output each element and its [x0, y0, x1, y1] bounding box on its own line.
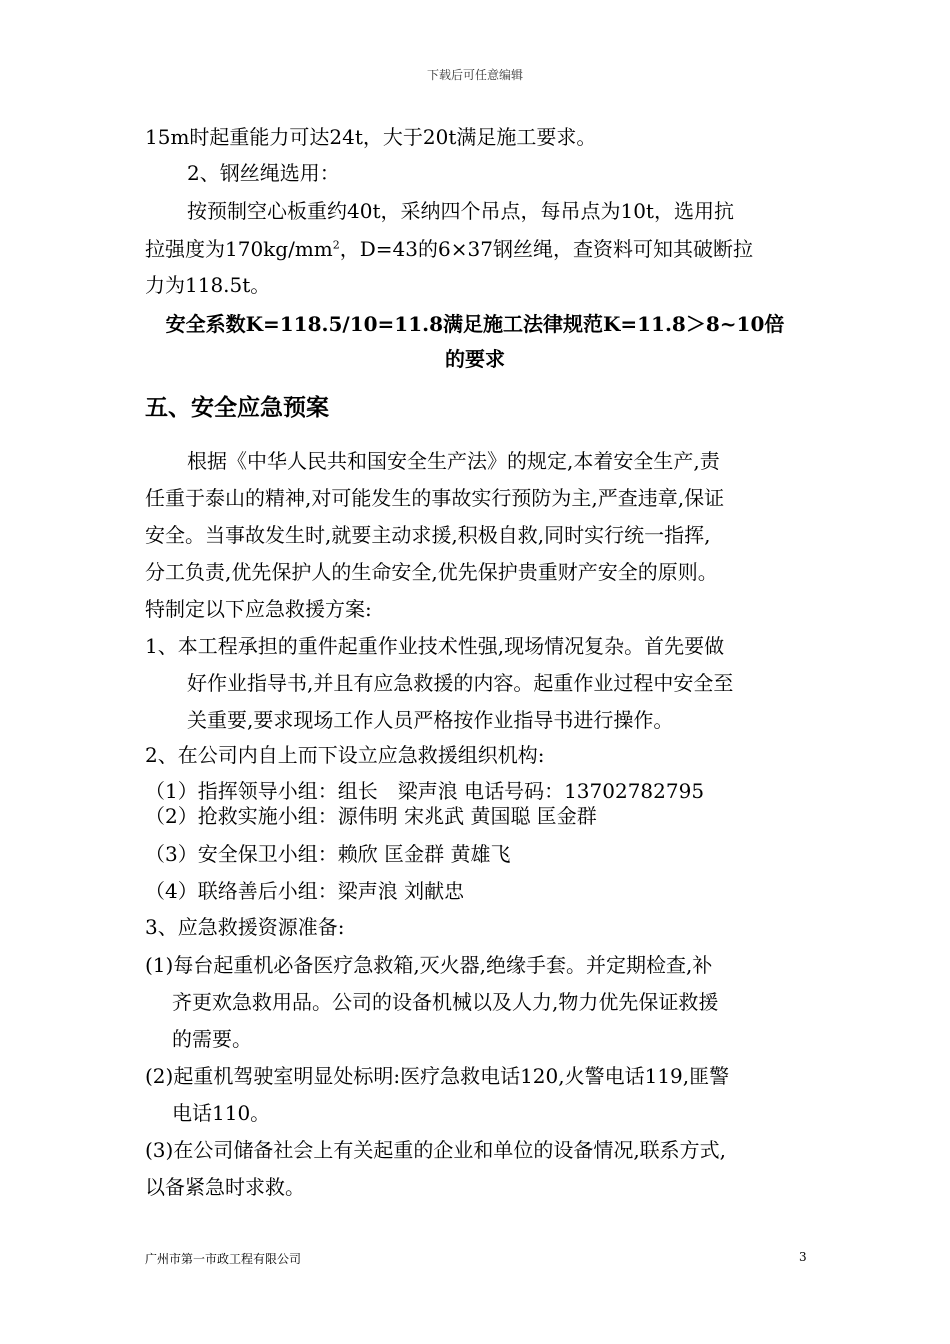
list-item: 3、应急救援资源准备:	[145, 915, 345, 939]
resource-item-continuation: 的需要。	[172, 1027, 252, 1051]
list-item: 1、本工程承担的重件起重作业技术性强,现场情况复杂。首先要做	[145, 634, 725, 658]
footer-company: 广州市第一市政工程有限公司	[145, 1252, 302, 1266]
superscript: 2	[332, 238, 340, 252]
paragraph-line: 分工负责,优先保护人的生命安全,优先保护贵重财产安全的原则。	[145, 560, 718, 584]
list-item: 2、在公司内自上而下设立应急救援组织机构:	[145, 743, 545, 767]
paragraph-line: 根据《中华人民共和国安全生产法》的规定,本着安全生产,责	[187, 449, 720, 473]
resource-item: (3)在公司储备社会上有关起重的企业和单位的设备情况,联系方式,	[145, 1138, 727, 1162]
text-fragment: ，D=43的6×37钢丝绳，查资料可知其破断拉	[339, 237, 753, 261]
group-item: （1）指挥领导小组：组长 梁声浪 电话号码：13702782795	[145, 779, 705, 803]
resource-item: (2)起重机驾驶室明显处标明:医疗急救电话120,火警电话119,匪警	[145, 1064, 730, 1088]
safety-factor-line: 安全系数K=118.5/10=11.8满足施工法律规范K=11.8＞8~10倍	[165, 312, 785, 336]
page-number: 3	[799, 1250, 807, 1264]
text-line: 15m时起重能力可达24t，大于20t满足施工要求。	[145, 125, 597, 149]
resource-item-continuation: 齐更欢急救用品。公司的设备机械以及人力,物力优先保证救援	[172, 990, 719, 1014]
text-line: 按预制空心板重约40t，采纳四个吊点，每吊点为10t，选用抗	[187, 199, 734, 223]
subheading-wire-rope: 2、钢丝绳选用：	[187, 161, 340, 185]
text-fragment: 拉强度为170kg/mm	[145, 237, 333, 261]
resource-item-continuation: 电话110。	[172, 1101, 271, 1125]
safety-factor-line: 的要求	[445, 347, 505, 371]
section-heading: 五、安全应急预案	[145, 394, 329, 421]
list-item-continuation: 关重要,要求现场工作人员严格按作业指导书进行操作。	[187, 708, 674, 732]
paragraph-line: 任重于泰山的精神,对可能发生的事故实行预防为主,严查违章,保证	[145, 486, 725, 510]
group-item: （4）联络善后小组：梁声浪 刘献忠	[145, 879, 465, 903]
paragraph-line: 安全。当事故发生时,就要主动求援,积极自救,同时实行统一指挥,	[145, 523, 711, 547]
page-header: 下载后可任意编辑	[426, 68, 523, 82]
group-item: （3）安全保卫小组：赖欣 匡金群 黄雄飞	[145, 842, 511, 866]
list-item-continuation: 好作业指导书,并且有应急救援的内容。起重作业过程中安全至	[187, 671, 734, 695]
text-line: 力为118.5t。	[145, 273, 271, 297]
group-item: （2）抢救实施小组：源伟明 宋兆武 黄国聪 匡金群	[145, 804, 597, 828]
resource-item-continuation: 以备紧急时求救。	[145, 1175, 305, 1199]
paragraph-line: 特制定以下应急救援方案:	[145, 597, 372, 621]
text-line	[145, 236, 753, 262]
resource-item: (1)每台起重机必备医疗急救箱,灭火器,绝缘手套。并定期检查,补	[145, 953, 713, 977]
